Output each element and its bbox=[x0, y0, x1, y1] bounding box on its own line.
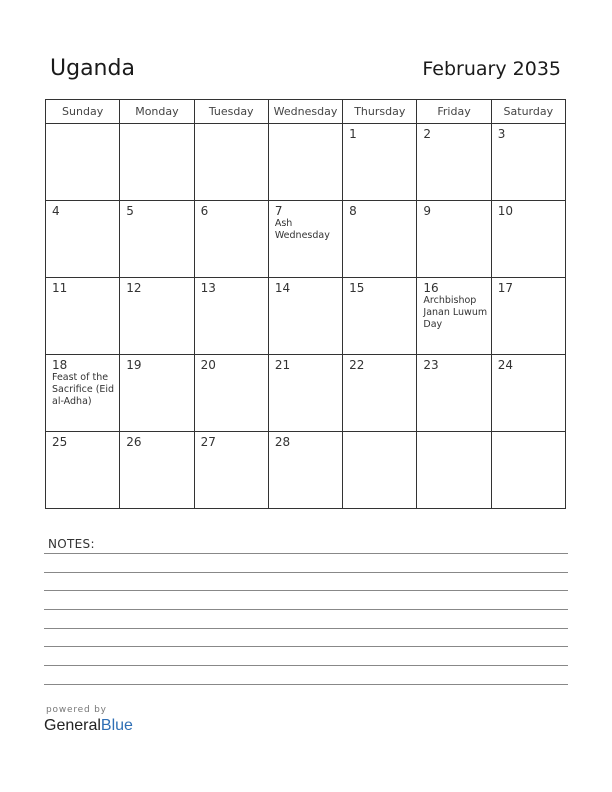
day-cell[interactable] bbox=[343, 124, 417, 201]
week-row bbox=[46, 124, 566, 201]
day-cell[interactable] bbox=[491, 201, 565, 278]
day-number: 1 bbox=[349, 127, 357, 141]
holiday-label: Feast of the Sacrifice (Eid al-Adha) bbox=[52, 372, 115, 407]
country-title: Uganda bbox=[50, 56, 135, 81]
weekday-friday: Friday bbox=[417, 100, 491, 124]
day-number: 2 bbox=[423, 127, 432, 141]
day-cell[interactable] bbox=[268, 278, 342, 355]
day-number: 11 bbox=[52, 281, 68, 295]
weekday-saturday: Saturday bbox=[491, 100, 565, 124]
day-cell[interactable] bbox=[268, 124, 342, 201]
weekday-thursday: Thursday bbox=[343, 100, 417, 124]
day-cell[interactable] bbox=[491, 355, 565, 432]
note-line bbox=[44, 628, 568, 629]
day-number: 20 bbox=[200, 358, 216, 372]
day-cell[interactable] bbox=[343, 201, 417, 278]
day-cell[interactable] bbox=[194, 278, 268, 355]
day-cell[interactable] bbox=[268, 355, 342, 432]
weekday-wednesday: Wednesday bbox=[268, 100, 342, 124]
weekday-header-row bbox=[46, 100, 566, 124]
note-line bbox=[44, 553, 568, 554]
day-number: 26 bbox=[126, 435, 142, 449]
day-cell[interactable] bbox=[194, 124, 268, 201]
day-number bbox=[417, 432, 490, 435]
day-number: 9 bbox=[423, 204, 432, 218]
week-row bbox=[46, 432, 566, 509]
weekday-tuesday: Tuesday bbox=[194, 100, 268, 124]
day-number: 7 bbox=[274, 204, 283, 218]
day-number: 23 bbox=[423, 358, 439, 372]
day-number: 8 bbox=[349, 204, 357, 218]
day-cell[interactable] bbox=[46, 278, 120, 355]
day-number: 3 bbox=[497, 127, 506, 141]
day-cell[interactable] bbox=[491, 278, 565, 355]
day-cell[interactable] bbox=[194, 355, 268, 432]
day-cell[interactable] bbox=[491, 124, 565, 201]
day-cell[interactable] bbox=[46, 432, 120, 509]
week-row bbox=[46, 201, 566, 278]
day-number: 25 bbox=[52, 435, 68, 449]
day-number: 16 bbox=[423, 281, 439, 295]
note-line bbox=[44, 572, 568, 573]
day-number bbox=[46, 124, 119, 127]
month-title: February 2035 bbox=[422, 58, 561, 80]
day-number: 18 bbox=[52, 358, 68, 372]
day-number bbox=[120, 124, 193, 127]
day-number: 6 bbox=[200, 204, 209, 218]
brand-general: General bbox=[44, 717, 101, 734]
day-number bbox=[492, 432, 565, 435]
week-row bbox=[46, 278, 566, 355]
day-number: 4 bbox=[52, 204, 60, 218]
day-number: 12 bbox=[126, 281, 142, 295]
day-cell[interactable] bbox=[194, 201, 268, 278]
day-cell[interactable] bbox=[417, 124, 491, 201]
day-number: 13 bbox=[200, 281, 216, 295]
day-number: 5 bbox=[126, 204, 134, 218]
day-cell[interactable] bbox=[491, 432, 565, 509]
powered-by-text: powered by bbox=[46, 705, 107, 715]
day-cell[interactable] bbox=[46, 355, 120, 432]
day-cell[interactable] bbox=[417, 201, 491, 278]
day-cell[interactable] bbox=[417, 355, 491, 432]
day-cell[interactable] bbox=[120, 432, 194, 509]
day-cell[interactable] bbox=[343, 278, 417, 355]
day-cell[interactable] bbox=[120, 355, 194, 432]
day-number bbox=[343, 432, 416, 435]
note-line bbox=[44, 646, 568, 647]
day-cell[interactable] bbox=[120, 278, 194, 355]
day-number: 27 bbox=[200, 435, 216, 449]
holiday-label: Ash Wednesday bbox=[274, 218, 330, 241]
weekday-sunday: Sunday bbox=[46, 100, 120, 124]
note-line bbox=[44, 609, 568, 610]
day-number: 24 bbox=[497, 358, 513, 372]
generalblue-logo[interactable] bbox=[44, 717, 133, 735]
day-number bbox=[195, 124, 268, 127]
day-cell[interactable] bbox=[46, 201, 120, 278]
day-number: 14 bbox=[274, 281, 291, 295]
day-cell[interactable] bbox=[120, 201, 194, 278]
day-cell[interactable] bbox=[194, 432, 268, 509]
day-number: 28 bbox=[274, 435, 291, 449]
day-cell[interactable] bbox=[417, 278, 491, 355]
calendar-grid bbox=[45, 99, 566, 509]
day-cell[interactable] bbox=[417, 432, 491, 509]
day-number: 10 bbox=[497, 204, 513, 218]
day-number bbox=[269, 124, 342, 127]
day-number: 19 bbox=[126, 358, 142, 372]
day-cell[interactable] bbox=[343, 355, 417, 432]
brand-blue: Blue bbox=[100, 717, 133, 734]
note-line bbox=[44, 684, 568, 685]
notes-label: NOTES: bbox=[48, 537, 95, 551]
day-number: 17 bbox=[497, 281, 513, 295]
holiday-label: Archbishop Janan Luwum Day bbox=[423, 295, 488, 330]
day-cell[interactable] bbox=[120, 124, 194, 201]
day-cell[interactable] bbox=[268, 201, 342, 278]
day-number: 21 bbox=[274, 358, 291, 372]
day-number: 15 bbox=[349, 281, 365, 295]
day-number: 22 bbox=[349, 358, 365, 372]
day-cell[interactable] bbox=[343, 432, 417, 509]
week-row bbox=[46, 355, 566, 432]
weekday-monday: Monday bbox=[120, 100, 194, 124]
note-line bbox=[44, 665, 568, 666]
day-cell[interactable] bbox=[46, 124, 120, 201]
note-line bbox=[44, 590, 568, 591]
day-cell[interactable] bbox=[268, 432, 342, 509]
